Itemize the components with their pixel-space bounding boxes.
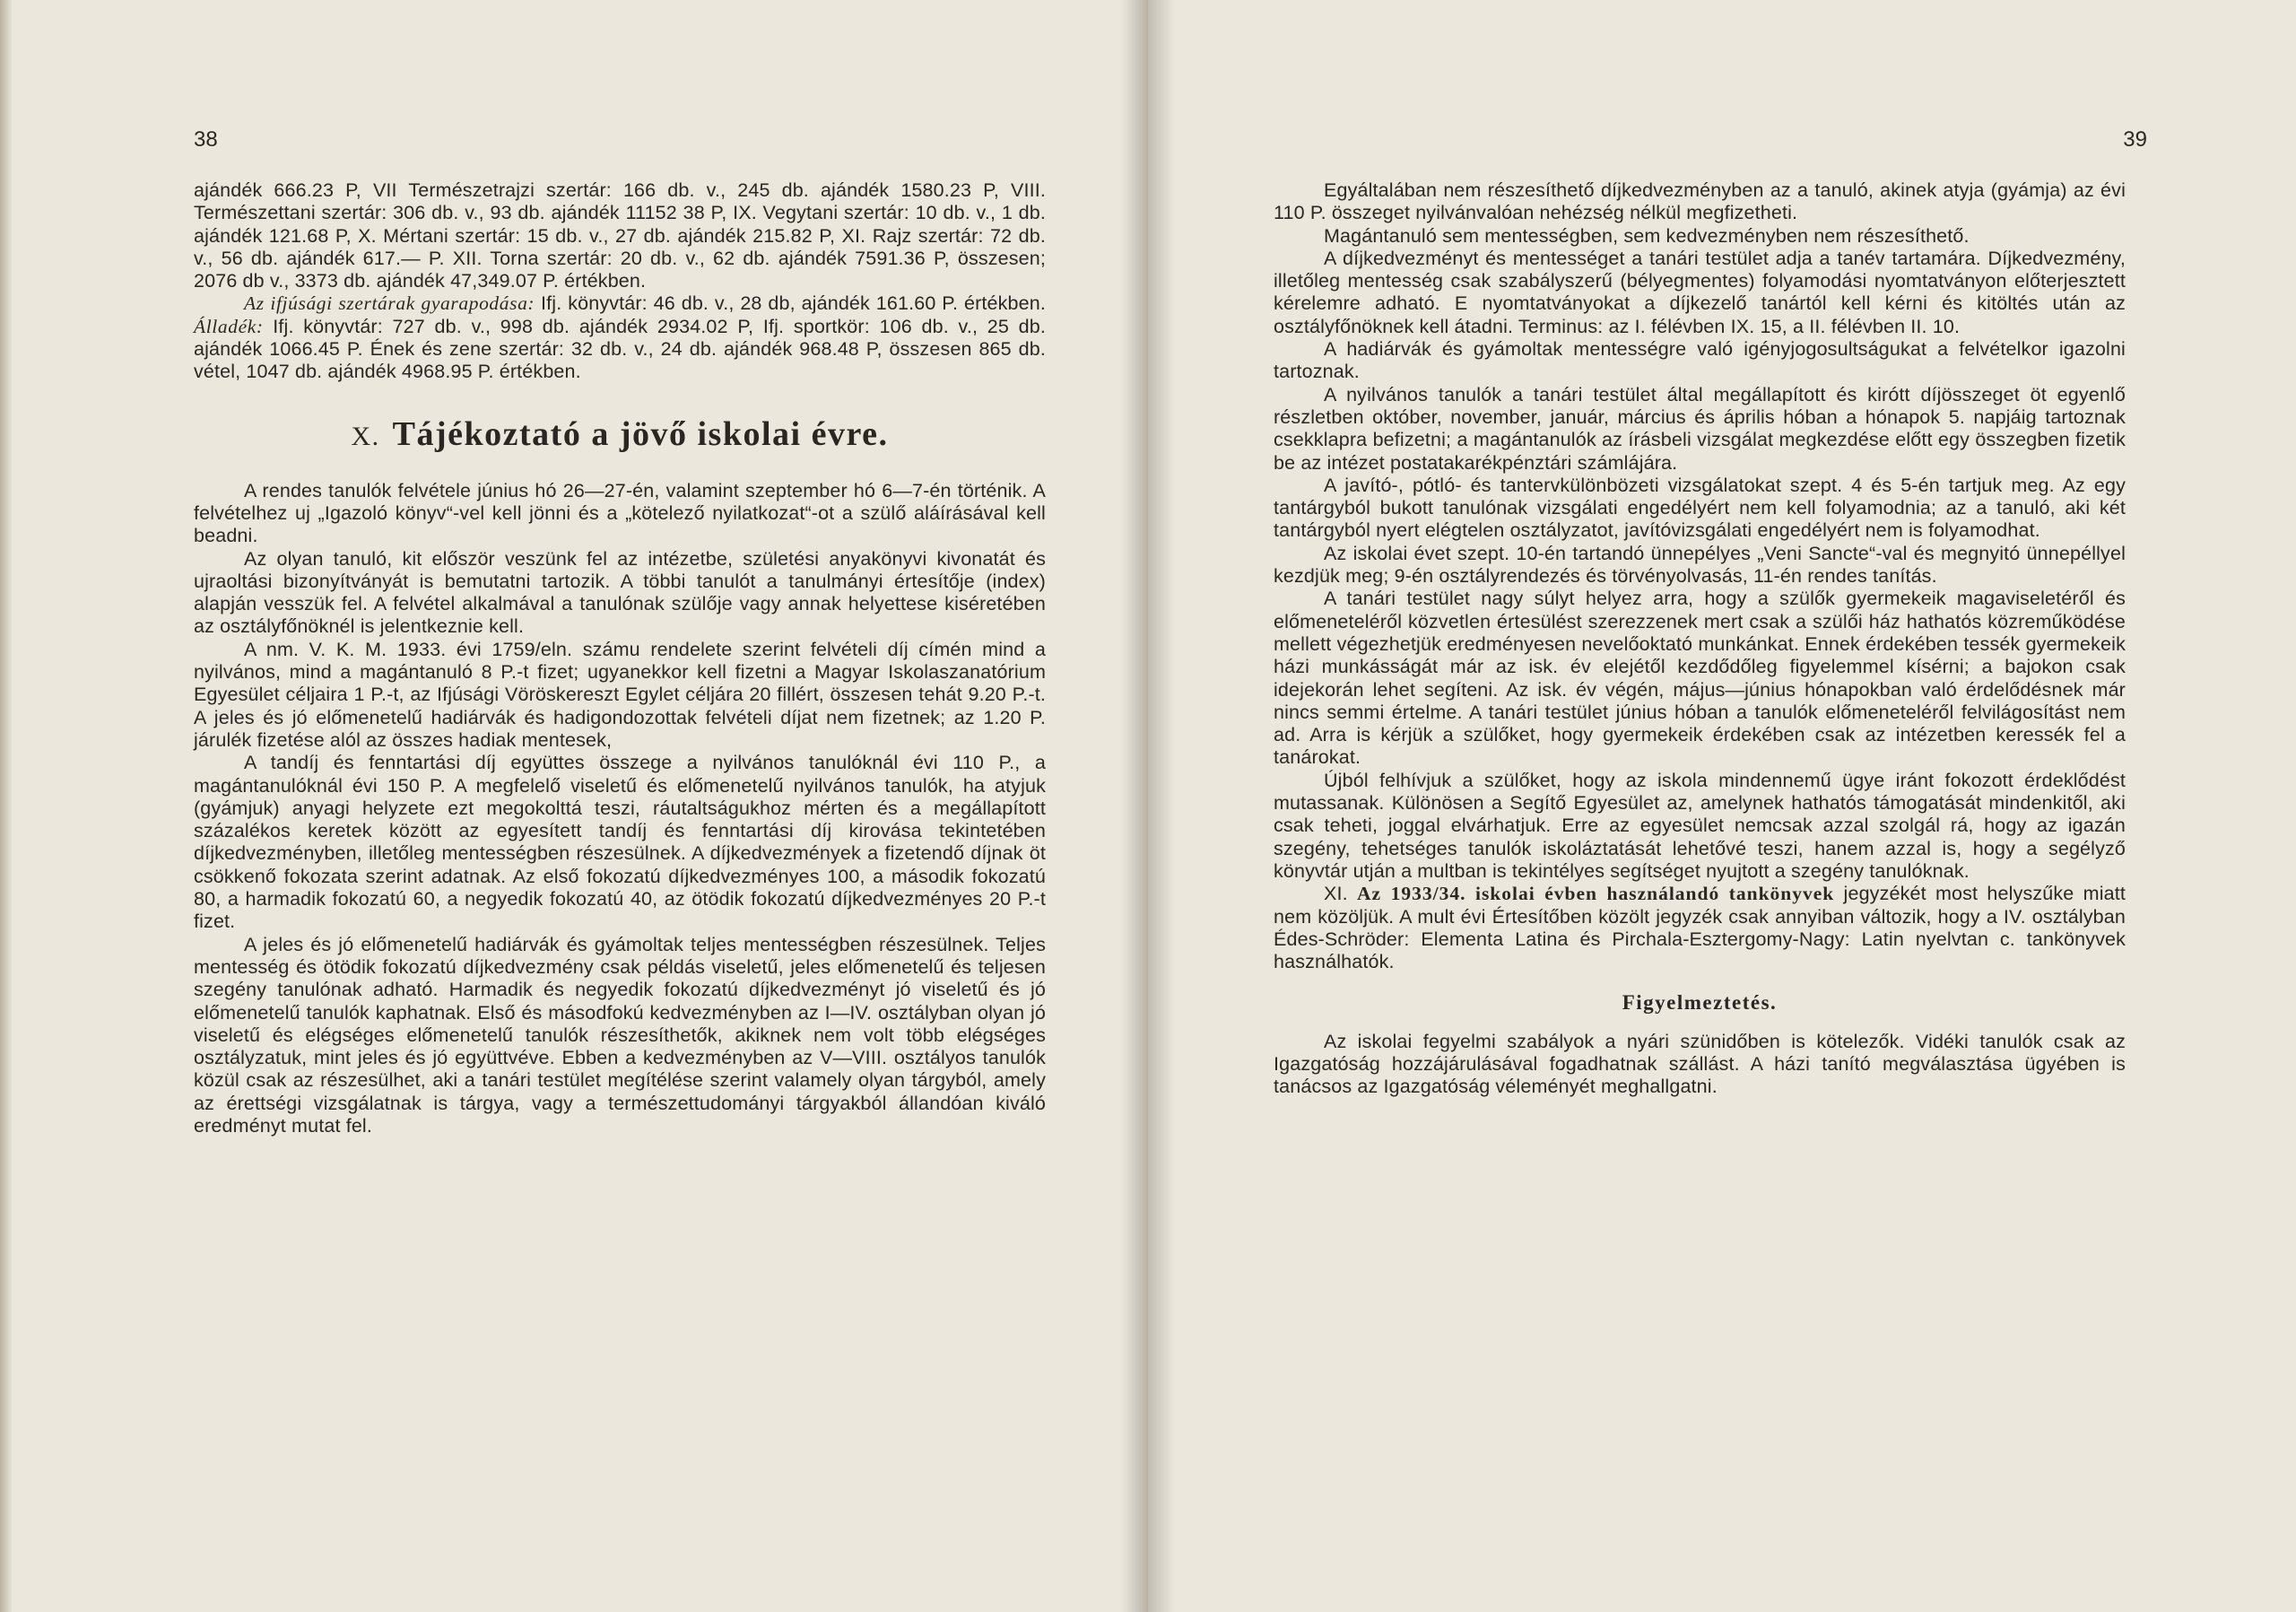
page-number: 38 [194, 127, 218, 152]
right-page [1148, 0, 2296, 1612]
page-number: 39 [2123, 127, 2147, 152]
italic-phrase: Álladék: [194, 315, 264, 337]
paragraph: A javító-, pótló- és tantervkülönbözeti vizsgálatokat szept. 4 és 5-én tartjuk meg. Az egy tantárgyból bukott tanulónak vizsgálati engedélyért nem kell folyamodnia; az a tanuló, aki két tantárgyból nyert elégtelen osztályzatot, javítóvizsgálati engedélyért nem is folyamodhat. [1274, 474, 2126, 542]
paragraph: Egyáltalában nem részesíthető díjkedvezményben az a tanuló, akinek atyja (gyámja) az évi 110 P. összeget nyilvánvalóan nehézség nélkül megfizetheti. [1274, 179, 2126, 224]
text-column [194, 179, 1046, 1137]
text-run: jegyzékét most helyszűke miatt nem közöljük. A mult évi Értesítőben közölt jegyzék csak annyiban változik, hogy a IV. osztályban Édes-Schröder: Elementa Latina és Pirchala-Esztergomy-Nagy: Latin nyelvtan c. tankönyvek használhatók. [1274, 883, 2126, 973]
paragraph: ajándék 666.23 P, VII Természetrajzi szertár: 166 db. v., 245 db. ajándék 1580.23 P, VIII. Természettani szertár: 306 db. v., 93 db. ajándék 11152 38 P, IX. Vegytani szertár: 10 db. v., 1 db. ajándék 121.68 P, X. Mértani szertár: 15 db. v., 27 db. ajándék 215.82 P, XI. Rajz szertár: 72 db. v., 56 db. ajándék 617.— P. XII. Torna szertár: 20 db. v., 62 db. ajándék 7591.36 P, összesen; 2076 db v., 3373 db. ajándék 47,349.07 P. értékben. [194, 179, 1046, 292]
paragraph [1274, 883, 2126, 973]
section-number: XI. [1324, 883, 1348, 905]
paragraph: A jeles és jó előmenetelű hadiárvák és gyámoltak teljes mentességben részesülnek. Teljes mentesség és ötödik fokozatú díjkedvezmény csak példás viseletű, jeles előmenetelű és teljesen szegény tanulónak adható. Harmadik és negyedik fokozatú díjkedvezményt jó viseletű és jó előmenetelű tanulók kaphatnak. Első és másodfokú kedvezményben az I—IV. osztályban olyan jó viseletű és elégséges előmenetelű tanulók részesíthetők, akiknek nem volt több elégséges osztályzatuk, mint jeles és jó együttvéve. Ebben a kedvezményben az V—VIII. osztályos tanulók közül csak az részesülhet, aki a tanári testület megítélése szerint valamely olyan tárgyból, amely az érettségi vizsgálatnak is tárgya, vagy a természettudományi tárgyakból állandóan kiváló eredményt mutat fel. [194, 933, 1046, 1137]
paragraph: A díjkedvezményt és mentességet a tanári testület adja a tanév tartamára. Díjkedvezmény, illetőleg mentesség csak szabályszerű (bélyegmentes) folyamodási nyomtatványon előterjesztett kérelemre adható. E nyomtatványokat a díjkezelő tanártól kell kérni és kitöltés után az osztályfőnöknek kell átadni. Terminus: az I. félévben IX. 15, a II. félévben II. 10. [1274, 247, 2126, 337]
page-edge [0, 0, 13, 1612]
text-run: Ifj. könyvtár: 46 db. v., 28 db, ajándék 161.60 P. értékben. [535, 292, 1047, 315]
paragraph: Az olyan tanuló, kit először veszünk fel az intézetbe, születési anyakönyvi kivonatát és ujraoltási bizonyítványát is bemutatni tartozik. A többi tanulót a tanulmányi értesítője (index) alapján vesszük fel. A felvétel alkalmával a tanulónak szülője vagy annak helyettese kiséretében az osztályfőnöknél is jelentkeznie kell. [194, 547, 1046, 638]
section-title: Tájékoztató a jövő iskolai évre. [392, 414, 889, 453]
subheading: Figyelmeztetés. [1622, 991, 1778, 1015]
paragraph: A hadiárvák és gyámoltak mentességre való igényjogosultságukat a felvételkor igazolni tartoznak. [1274, 338, 2126, 383]
paragraph: A nyilvános tanulók a tanári testület által megállapított és kirótt díjösszeget öt egyenlő részletben október, november, január, március és április hóban a hónapok 5. napjáig tartoznak csekklapra befizetni; a magántanulók az írásbeli vizsgálat megkezdése előtt egy összegben fizetik be az intézet postatakarékpénztári számlájára. [1274, 383, 2126, 474]
paragraph: A rendes tanulók felvétele június hó 26—27-én, valamint szeptember hó 6—7-én történik. A felvételhez uj „Igazoló könyv“-vel kell jönni és a „kötelező nyilatkozat“-ot a szülő aláírásával kell beadni. [194, 479, 1046, 547]
section-title: Az 1933/34. iskolai évben használandó tankönyvek [1357, 883, 1835, 905]
paragraph: Az iskolai fegyelmi szabályok a nyári szünidőben is kötelezők. Vidéki tanulók csak az Igazgatóság hozzájárulásával fogadhatnak szállást. A házi tanító megválasztása ügyében is tanácsos az Igazgatóság véleményét meghallgatni. [1274, 1030, 2126, 1098]
text-run: Ifj. könyvtár: 727 db. v., 998 db. ajándék 2934.02 P, Ifj. sportkör: 106 db. v., 25 db. ajándék 1066.45 P. Ének és zene szertár: 32 db. v., 24 db. ajándék 968.48 P, összesen 865 db. vétel, 1047 db. ajándék 4968.95 P. értékben. [194, 315, 1046, 383]
paragraph: A nm. V. K. M. 1933. évi 1759/eln. számu rendelete szerint felvételi díj címén mind a nyilvános, mind a magántanuló 8 P.-t fizet; ugyanekkor kell fizetni a Magyar Iskolaszanatórium Egyesület céljaira 1 P.-t, az Ifjúsági Vöröskereszt Egylet céljára 20 fillért, összesen tehát 9.20 P.-t. A jeles és jó előmenetelű hadiárvák és hadigondozottak felvételi díjat nem fizetnek; az 1.20 P. járulék fizetése alól az összes hadiak mentesek, [194, 638, 1046, 751]
italic-phrase: Az ifjúsági szertárak gyarapodása: [244, 292, 535, 315]
text-column [1274, 179, 2126, 1099]
paragraph [194, 292, 1046, 383]
gutter-shadow [1148, 0, 1175, 1612]
gutter-shadow [1121, 0, 1148, 1612]
paragraph: A tandíj és fenntartási díj együttes összege a nyilvános tanulóknál évi 110 P., a magántanulóknál évi 150 P. A megfelelő viseletű és előmenetelű nyilvános tanulók, ha atyjuk (gyámjuk) anyagi helyzete ezt megokolttá teszi, ráutaltságukhoz mérten és a megállapított százalékos keretek között az egyesített tandíj és fenntartási díj kirovása tekintetében díjkedvezményben, illetőleg mentességben részesülnek. A díjkedvezmények a fizetendő díjnak öt csökkenő fokozata szerint adatnak. Az első fokozatú díjkedvezményes 100, a második fokozatú 80, a harmadik fokozatú 60, a negyedik fokozatú 40, az ötödik fokozatú díjkedvezményes 20 P.-t fizet. [194, 752, 1046, 933]
paragraph: Magántanuló sem mentességben, sem kedvezményben nem részesíthető. [1324, 224, 1970, 247]
paragraph: A tanári testület nagy súlyt helyez arra, hogy a szülők gyermekeik magaviseletéről és előmeneteléről közvetlen értesülést szerezzenek mert csak a szülői ház hathatós közreműködése mellett végezhetjük eredményesen nevelőoktató munkánkat. Ennek érdekében tessék gyermekeik házi munkásságát már az isk. év elejétől kezdődőleg figyelemmel kísérni; a bajokon csak idejekorán lehet segíteni. Az isk. év végén, május—június hónapokban való érdelődésnek már nincs semmi értelme. A tanári testület június hóban a tanulók előmeneteléről felvilágosítást nem ad. Arra is kérjük a szülőket, hogy gyermekeik érdekében csak az intézetben keressék fel a tanárokat. [1274, 588, 2126, 769]
section-heading [194, 416, 1046, 455]
section-number: X. [351, 421, 380, 451]
paragraph: Újból felhívjuk a szülőket, hogy az iskola mindennemű ügye iránt fokozott érdeklődést mutassanak. Különösen a Segítő Egyesület az, amelynek hathatós támogatását mindenkitől, aki csak teheti, joggal elvárhatjuk. Erre az egyesület nemcsak azzal szolgál rá, hogy az igazán szegény, tehetséges tanulók iskoláztatását lehetővé teszi, hanem azzal is, hogy a segélyző könyvtár utján a multban is tekintélyes segítséget nyujtott a szegény tanulóknak. [1274, 769, 2126, 882]
paragraph: Az iskolai évet szept. 10-én tartandó ünnepélyes „Veni Sancte“-val és megnyitó ünnepéllyel kezdjük meg; 9-én osztályrendezés és törvényolvasás, 11-én rendes tanítás. [1274, 542, 2126, 588]
